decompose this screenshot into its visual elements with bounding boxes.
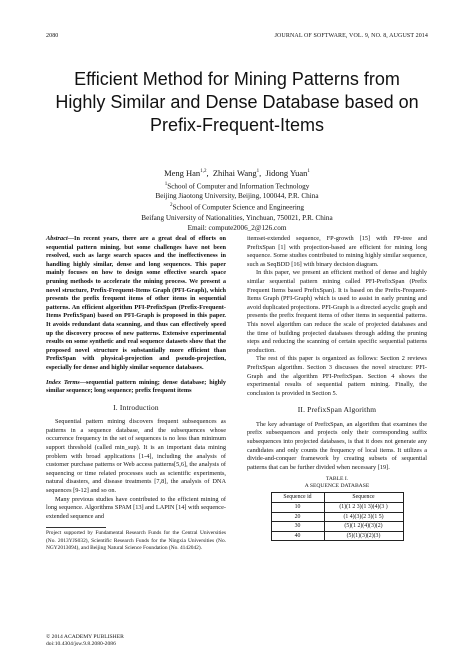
column-header: Sequence id: [271, 493, 324, 503]
author-names: Meng Han$^{1,2}$, Zhihai Wang$^1$, Jidong Yuan$^1$: [164, 167, 310, 178]
footnote: Project supported by Fundamental Research Funds for the Central Universities (No. 2013YJS032), Scientific Research Funds for the Ningxia Universities (No. NGY2013094), and Beijing Natural Science Foundation (No. 4142042).: [46, 530, 226, 551]
author-sup: 1: [307, 169, 310, 174]
table-row: [271, 512, 403, 522]
title-line: Efficient Method for Mining Patterns from: [74, 69, 400, 89]
affiliation-1: $^1$School of Computer and Information Technology: [164, 181, 310, 191]
abstract-text: —In recent years, there are a great deal of efforts on sequential pattern mining, but some challenges have not been resolved, such as large search spaces and the ineffectiveness in handling highly similar, dense and long sequences. This paper mainly focuses on how to design some effective search space pruning methods to accelerate the mining process. We present a novel structure, Prefix-Frequent-Items Graph (PFI-Graph), which presents the prefix frequent items of other items in sequential patterns. An efficient algorithm PFI-PrefixSpan (Prefix-Frequent-Items PrefixSpan) based on PFI-Graph is proposed in this paper. It avoids redundant data scanning, and thus can effectively speed up the discovery process of new patterns. Extensive experimental results on some synthetic and real sequence datasets show that the proposed novel structure is substantially more efficient than PrefixSpan with physical-projection and pseudo-projection, especially for dense and highly similar sequence databases.: [46, 235, 226, 371]
email: Email: compute2006_2@126.com: [187, 223, 287, 232]
right-column: [247, 235, 427, 541]
author-name: Zhihai Wang: [212, 167, 257, 178]
journal-name: JOURNAL OF SOFTWARE, VOL. 9, NO. 8, AUGUST 2014: [274, 33, 428, 39]
index-terms-label: Index Terms: [46, 378, 80, 386]
sequence-table: [271, 492, 404, 541]
index-terms: [46, 379, 226, 396]
table-header-row: [271, 493, 403, 503]
table-cell: (5)(1 2)(4)(3)(2): [324, 522, 403, 532]
author-name: Jidong Yuan: [265, 167, 308, 178]
abstract-label: Abstract: [46, 235, 68, 242]
table-cell: (1 4)(3)(2 3)(1 5): [324, 512, 403, 522]
footnote-divider: [46, 527, 106, 528]
paragraph: In this paper, we present an efficient method of dense and highly similar sequential pattern mining called PFI-PrefixSpan (Prefix Frequent Items based PrefixSpan). It is based on the Prefix-Frequent-Items Graph (PFI-Graph) which is used to assist in early pruning and avoid duplicated projections. PFI-Graph is a directed acyclic graph and presents the prefix frequent items of other items in sequential patterns. This novel algorithm can reduce the scale of projected databases and the time of building projected databases through adding the pruning steps and reducing the scanning of certain specific sequential patterns production.: [247, 269, 427, 354]
author-sup: 1,2: [200, 169, 207, 174]
page-number: 2080: [46, 33, 59, 39]
copyright: © 2014 ACADEMY PUBLISHER: [46, 634, 124, 640]
affiliation-2-location: Beifang University of Nationalities, Yinchuan, 750021, P.R. China: [141, 213, 333, 222]
section-heading: II. PrefixSpan Algorithm: [297, 405, 377, 415]
paragraph: Sequential pattern mining discovers frequent subsequences as patterns in a sequence database, and the subsequences whose occurrence frequency in the set of sequences is no less than minimum support threshold (called min_sup). It is an important data mining problem with broad applications [1-4], including the analysis of customer purchase patterns or Web access patterns[5,6], the analysis of sequencing or time related processes such as scientific experiments, natural disasters, and disease treatments [7,8], the analysis of DNA sequences [9-12] and so on.: [46, 418, 226, 495]
page-footer: [46, 634, 124, 649]
table-cell: 10: [271, 503, 324, 513]
table-row: [271, 503, 403, 513]
paper-title: [40, 68, 434, 137]
table-caption: TABLE I. A SEQUENCE DATABASE: [304, 476, 370, 490]
author-name: Meng Han: [164, 167, 201, 178]
abstract: [46, 235, 226, 373]
author-block: [60, 166, 414, 233]
paragraph: The rest of this paper is organized as follows: Section 2 reviews PrefixSpan algorithm. Section 3 discusses the novel structure: PFI-Graph and the algorithm PFI-PrefixSpan. Section 4 shows the experimental results of sequential pattern mining. Finally, the conclusion is provided in Section 5.: [247, 355, 427, 397]
column-header: Sequence: [324, 493, 403, 503]
left-column: [46, 235, 226, 552]
author-sup: 1: [256, 169, 260, 174]
table-row: [271, 531, 403, 541]
affiliation-2: $^2$School of Computer Science and Engineering: [169, 203, 305, 212]
table-cell: (1)(1 2 3)(1 3)(4)(3 ): [324, 503, 403, 513]
table-cell: 30: [271, 522, 324, 532]
doi: doi:10.4304/jsw.9.8.2080-2086: [46, 641, 116, 648]
index-terms-text: —sequential pattern mining; dense database; highly similar sequence; long sequence; prefix frequent items: [46, 378, 226, 395]
title-line: Highly Similar and Dense Database based on: [55, 92, 419, 112]
title-line: Prefix-Frequent-Items: [149, 115, 325, 135]
paragraph: Many previous studies have contributed to the efficient mining of long sequence. Algorithms SPAM [13] and LAPIN [14] with sequence-extended sequence and: [46, 495, 226, 520]
table-cell: 20: [271, 512, 324, 522]
affiliation-1-location: Beijing Jiaotong University, Beijing, 100044, P.R. China: [155, 192, 319, 201]
table-cell: (5)(1)(3)(2)(3): [324, 531, 403, 541]
table-cell: 40: [271, 531, 324, 541]
table-row: [271, 522, 403, 532]
paragraph: itemset-extended sequence, FP-growth [15] with FP-tree and PrefixSpan [1] with projection-based are efficient for mining long sequence. Some studies contributed to mining highly similar sequence, such as SeqBDD [16] with binary decision diagram.: [247, 235, 427, 268]
paragraph: The key advantage of PrefixSpan, an algorithm that examines the prefix subsequences and projects only their corresponding suffix subsequences into projected databases, is that it does not generate any candidates and only counts the frequency of local items. It utilizes a divide-and-conquer framework by creating subsets of sequential patterns that can be further divided when necessary [19].: [247, 420, 427, 471]
section-heading: I. Introduction: [113, 402, 159, 412]
